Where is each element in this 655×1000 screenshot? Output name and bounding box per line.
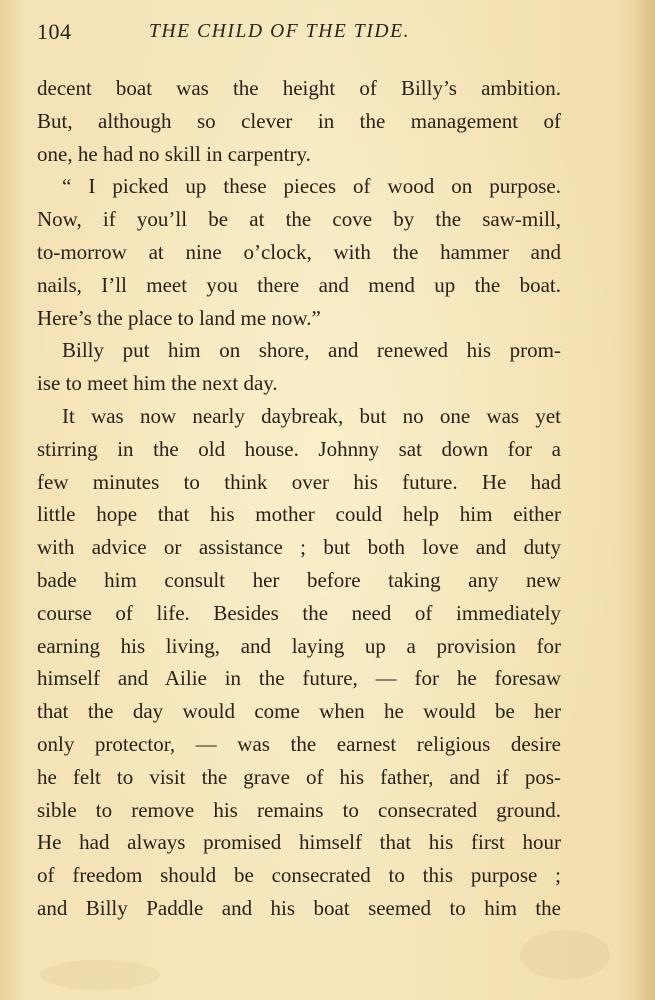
text-line: that the day would come when he would be her	[37, 699, 561, 724]
text-line: himself and Ailie in the future, — for he foresaw	[37, 666, 561, 691]
page-number: 104	[37, 19, 72, 44]
text-line: “ I picked up these pieces of wood on purpose.	[62, 174, 561, 199]
text-line: stirring in the old house. Johnny sat down for a	[37, 436, 561, 461]
text-line: But, although so clever in the management of	[37, 108, 561, 133]
text-line: decent boat was the height of Billy’s ambition.	[37, 76, 561, 100]
text-line: one, he had no skill in carpentry.	[37, 141, 311, 166]
text-line: It was now nearly daybreak, but no one was yet	[62, 403, 561, 428]
text-line: ise to meet him the next day.	[37, 371, 278, 396]
text-line: few minutes to think over his future. He had	[37, 469, 561, 494]
page-edge-shadow	[633, 0, 655, 1000]
text-line: course of life. Besides the need of immediately	[37, 600, 561, 625]
text-line: He had always promised himself that his first hour	[37, 830, 561, 855]
text-line: Now, if you’ll be at the cove by the saw-mill,	[37, 207, 561, 232]
text-line: bade him consult her before taking any new	[37, 567, 561, 592]
text-line: he felt to visit the grave of his father, and if pos-	[37, 764, 561, 789]
paper-stain	[520, 930, 610, 980]
text-line: of freedom should be consecrated to this purpose ;	[37, 863, 561, 888]
text-line: nails, I’ll meet you there and mend up the boat.	[37, 272, 561, 297]
text-line: with advice or assistance ; but both love and duty	[37, 535, 561, 560]
page-header	[37, 19, 621, 49]
body-text	[37, 72, 561, 925]
text-line: only protector, — was the earnest religious desire	[37, 731, 561, 756]
text-line: Billy put him on shore, and renewed his prom-	[62, 338, 561, 363]
text-line: to-morrow at nine o’clock, with the hammer and	[37, 239, 561, 264]
paper-stain	[40, 960, 160, 990]
text-line: Here’s the place to land me now.”	[37, 305, 321, 330]
text-line: and Billy Paddle and his boat seemed to him the	[37, 895, 561, 920]
text-line: little hope that his mother could help him either	[37, 502, 561, 527]
running-title: THE CHILD OF THE TIDE.	[149, 21, 411, 42]
text-line: earning his living, and laying up a provision for	[37, 633, 561, 658]
text-line: sible to remove his remains to consecrated ground.	[37, 797, 561, 822]
